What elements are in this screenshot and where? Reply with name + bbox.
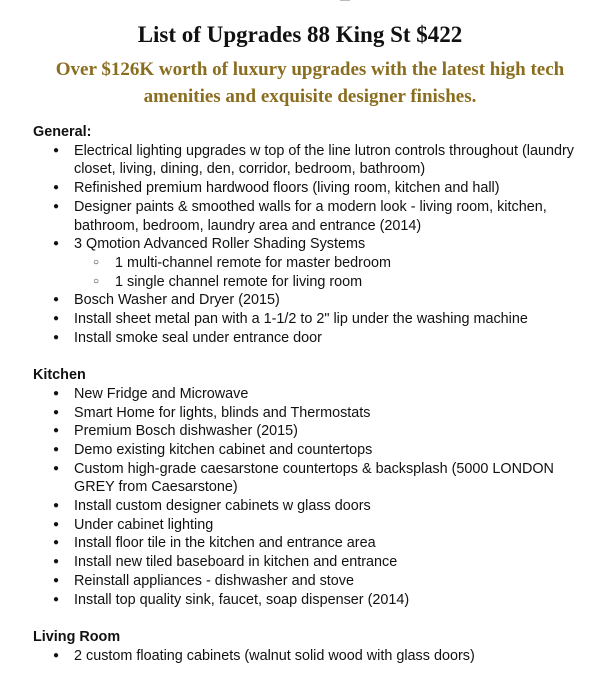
list-item bbox=[33, 534, 593, 553]
list-item bbox=[33, 179, 593, 198]
section-heading: Living Room bbox=[33, 628, 121, 645]
list-item bbox=[33, 497, 593, 516]
subtitle-line-2: amenities and exquisite designer finishes. bbox=[143, 86, 477, 107]
list-item bbox=[33, 142, 593, 179]
list-item-text: Premium Bosch dishwasher (2015) bbox=[74, 423, 298, 440]
list-item bbox=[33, 460, 593, 497]
list-item bbox=[33, 404, 593, 423]
section-general bbox=[33, 123, 593, 347]
list-item-text: 2 custom floating cabinets (walnut solid wood with glass doors) bbox=[74, 647, 475, 664]
list-item-text: Refinished premium hardwood floors (living room, kitchen and hall) bbox=[74, 180, 500, 197]
list-item-text: Install top quality sink, faucet, soap dispenser (2014) bbox=[74, 591, 410, 608]
list-item bbox=[33, 235, 593, 291]
list-item-text: Under cabinet lighting bbox=[74, 516, 214, 533]
sub-list-item: ○ 1 multi-channel remote for master bedroom bbox=[74, 254, 593, 273]
page-title: List of Upgrades 88 King St $422 bbox=[137, 22, 463, 47]
bullet-list bbox=[33, 647, 593, 666]
list-item bbox=[33, 422, 593, 441]
list-item-text: Smart Home for lights, blinds and Thermostats bbox=[74, 404, 371, 421]
list-item-text: Install sheet metal pan with a 1-1/2 to 2" lip under the washing machine bbox=[74, 311, 528, 328]
list-item-text: Electrical lighting upgrades w top of the line lutron controls throughout (laundry closet, living, dining, den, corridor, bedroom, bathroom) bbox=[74, 142, 574, 178]
bullet-list bbox=[33, 142, 593, 348]
sub-bullet-list bbox=[74, 254, 593, 291]
page-subtitle bbox=[40, 56, 580, 110]
list-item-text: Designer paints & smoothed walls for a modern look - living room, kitchen, bathroom, bedroom, laundry area and entrance (2014) bbox=[74, 198, 547, 234]
list-item bbox=[33, 441, 593, 460]
section-heading: General: bbox=[33, 124, 92, 140]
list-item-text: Install smoke seal under entrance door bbox=[74, 329, 322, 346]
subtitle-line-1: Over $126K worth of luxury upgrades with the latest high tech bbox=[55, 59, 565, 80]
list-item bbox=[33, 572, 593, 591]
list-item bbox=[33, 591, 593, 610]
list-item-text: New Fridge and Microwave bbox=[74, 385, 249, 402]
list-item bbox=[33, 198, 593, 235]
list-item-text: Custom high-grade caesarstone countertops & backsplash (5000 LONDON GREY from Caesarstone) bbox=[74, 460, 554, 496]
list-item bbox=[33, 310, 593, 329]
list-item-text: Install new tiled baseboard in kitchen and entrance bbox=[74, 554, 398, 571]
list-item bbox=[33, 291, 593, 310]
section-heading: Kitchen bbox=[33, 367, 86, 384]
list-item bbox=[33, 553, 593, 572]
bullet-list bbox=[33, 385, 593, 609]
top-edge-mark bbox=[340, 0, 350, 3]
list-item-text: Install custom designer cabinets w glass doors bbox=[74, 498, 371, 515]
list-item bbox=[33, 647, 593, 666]
list-item bbox=[33, 516, 593, 535]
list-item bbox=[33, 329, 593, 348]
list-item bbox=[33, 385, 593, 404]
list-item-text: Install floor tile in the kitchen and entrance area bbox=[74, 535, 376, 552]
list-item-text: Demo existing kitchen cabinet and countertops bbox=[74, 441, 373, 458]
list-item-text: Reinstall appliances - dishwasher and stove bbox=[74, 572, 354, 589]
list-item-text: 3 Qmotion Advanced Roller Shading Systems bbox=[74, 236, 366, 253]
section-living-room bbox=[33, 628, 593, 665]
sub-list-item: ○ 1 single channel remote for living room bbox=[74, 273, 593, 292]
list-item-text: Bosch Washer and Dryer (2015) bbox=[74, 292, 280, 309]
section-kitchen bbox=[33, 366, 593, 609]
upgrade-list bbox=[33, 123, 593, 684]
